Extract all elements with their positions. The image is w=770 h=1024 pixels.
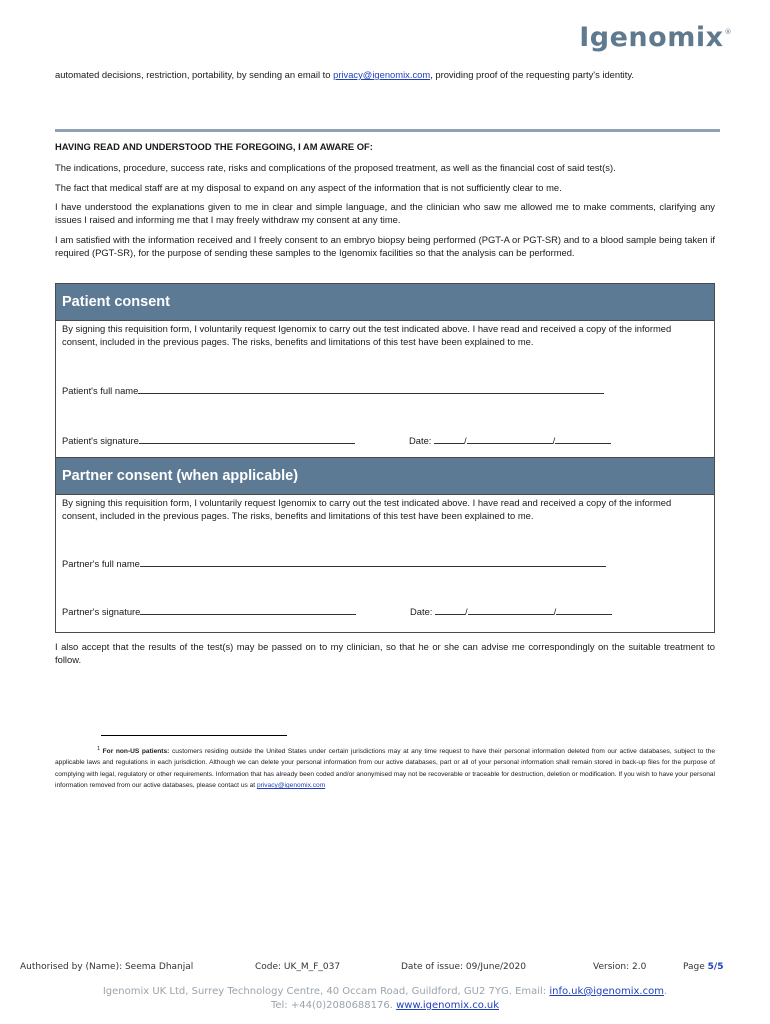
- partner-date-field[interactable]: Date: / /: [410, 605, 612, 617]
- footnote-privacy-link[interactable]: privacy@igenomix.com: [256, 782, 326, 790]
- footer-date-of-issue: Date of issue: 09/June/2020: [401, 962, 526, 972]
- privacy-email-link[interactable]: privacy@igenomix.com: [333, 69, 431, 80]
- footer-address: Igenomix UK Ltd, Surrey Technology Centre, 40 Occam Road, Guildford, GU2 7YG. Email: info.uk@igenomix.com.: [102, 986, 668, 997]
- patient-consent-title: Patient consent: [56, 284, 714, 321]
- patient-signature-field[interactable]: [62, 434, 355, 446]
- aware-paragraph-1: The indications, procedure, success rate, risks and complications of the proposed treatment, as well as the financial cost of said test(s).: [55, 162, 616, 173]
- patient-date-label: Date:: [409, 435, 432, 446]
- aware-paragraph-3: I have understood the explanations given to me in clear and simple language, and the clinician who saw me allowed me to make comments, clarifying any issues I raised and informing me that I may freely withdraw my consent at any time.: [55, 201, 715, 225]
- aware-heading: HAVING READ AND UNDERSTOOD THE FOREGOING, I AM AWARE OF:: [55, 141, 373, 152]
- aware-paragraph-4: I am satisfied with the information received and I freely consent to an embryo biopsy being performed (PGT-A or PGT-SR) and to a blood sample being taken if required (PGT-SR), for the purpose of sending these samples to the Igenomix facilities so that the analysis can be performed.: [55, 234, 715, 258]
- patient-date-field[interactable]: Date: / /: [409, 434, 611, 446]
- closing-paragraph: I also accept that the results of the test(s) may be passed on to my clinician, so that he or she can advise me correspondingly on the suitable treatment to follow.: [55, 641, 715, 665]
- patient-consent-box: [55, 283, 715, 458]
- patient-signature-label: Patient's signature: [62, 435, 139, 446]
- footer-website-link[interactable]: www.igenomix.co.uk: [396, 1000, 500, 1011]
- partner-signature-label: Partner's signature: [62, 606, 141, 617]
- igenomix-logo: Igenomix®: [579, 22, 732, 53]
- patient-full-name-field[interactable]: [62, 384, 604, 396]
- footer-code: Code: UK_M_F_037: [255, 962, 341, 972]
- partner-signature-field[interactable]: [62, 605, 356, 617]
- partner-consent-title: Partner consent (when applicable): [56, 458, 714, 495]
- footer-page: Page 5/5: [683, 962, 724, 972]
- partner-date-label: Date:: [410, 606, 433, 617]
- footer-version: Version: 2.0: [593, 962, 647, 972]
- partner-full-name-field[interactable]: [62, 557, 606, 569]
- footnote: $^1$ For non-US patients: customers residing outside the United States under certain jurisdictions may at any time request to have their personal information deleted from our active databases, subject to the applicable laws and regulations in each jurisdiction. Although we can delete your personal information from our active databases, part or all of your personal information shall remain stored in back-up files for the purpose of complying with legal, regulatory or other requirements. Information that has already been coded and/or anonymised may not be recoverable or traceable for destruction, deletion or modification. If you wish to have your personal information removed from our active databases, please contact us at privacy@igenomix.com: [55, 746, 715, 790]
- patient-consent-text: By signing this requisition form, I voluntarily request Igenomix to carry out the test indicated above. I have read and received a copy of the informed consent, included in the previous pages. The risks, benefits and limitations of this test have been explained to me.: [62, 323, 672, 347]
- partner-consent-text: By signing this requisition form, I voluntarily request Igenomix to carry out the test indicated above. I have read and received a copy of the informed consent, included in the previous pages. The risks, benefits and limitations of this test have been explained to me.: [62, 497, 672, 521]
- footnote-separator: [101, 735, 287, 736]
- footer-contact: Tel: +44(0)2080688176. www.igenomix.co.uk: [270, 1000, 500, 1011]
- footer-authorised: Authorised by (Name): Seema Dhanjal: [20, 962, 194, 972]
- partner-consent-box: [55, 457, 715, 633]
- section-divider: [55, 129, 720, 132]
- partner-full-name-label: Partner's full name: [62, 558, 140, 569]
- patient-full-name-label: Patient's full name: [62, 385, 139, 396]
- footer-email-link[interactable]: info.uk@igenomix.com: [549, 986, 664, 997]
- aware-paragraph-2: The fact that medical staff are at my disposal to expand on any aspect of the information that is not sufficiently clear to me.: [55, 182, 562, 193]
- intro-paragraph: automated decisions, restriction, portability, by sending an email to privacy@igenomix.com, providing proof of the requesting party's identity.: [55, 69, 634, 80]
